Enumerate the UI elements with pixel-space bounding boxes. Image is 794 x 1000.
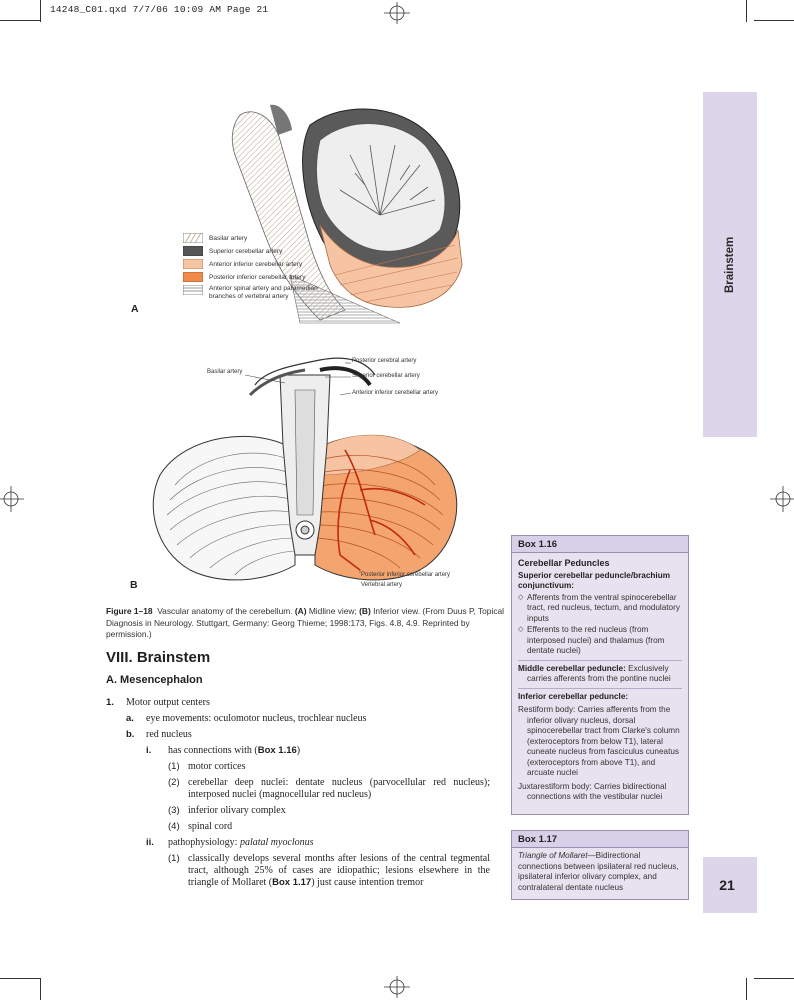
- registration-mark-right: [770, 486, 794, 512]
- outline-marker: ii.: [146, 837, 154, 848]
- crop-mark: [746, 0, 747, 22]
- caption-a-text: Midline view;: [308, 606, 357, 616]
- box-1-17: [511, 830, 689, 900]
- callout-posterior-cerebral-artery: Posterior cerebral artery: [352, 358, 417, 364]
- box-body: [512, 848, 688, 896]
- list-item: [168, 853, 490, 889]
- box-divider: [518, 688, 682, 689]
- outline-item-1: [106, 697, 210, 708]
- box-paragraph: Juxtarestiform body: Carries bidirectional connections with the vestibular nuclei: [518, 781, 667, 801]
- list-text: cerebellar deep nuclei: dentate nucleus (parvocellular red nucleus); interposed nuclei (magnocellular red nucleus): [188, 777, 490, 800]
- crop-mark: [0, 20, 40, 21]
- section-heading: VIII. Brainstem: [106, 649, 211, 666]
- side-tab-label: Brainstem: [724, 236, 736, 293]
- list-text: motor cortices: [188, 761, 246, 772]
- outline-item-1b: [126, 729, 192, 740]
- box-heading: Box 1.17: [512, 831, 688, 848]
- box-body: [512, 553, 688, 809]
- outline-text: pathophysiology:: [168, 837, 240, 848]
- outline-text: eye movements: oculomotor nucleus, trochlear nucleus: [146, 713, 367, 724]
- list-marker: (2): [168, 777, 180, 788]
- registration-mark-top: [384, 2, 410, 24]
- callout-pica: Posterior inferior cerebellar artery: [361, 572, 451, 578]
- outline-text: red nucleus: [146, 729, 192, 740]
- list-text: inferior olivary complex: [188, 805, 286, 816]
- legend-label: Posterior inferior cerebellar artery: [209, 273, 306, 281]
- subsection-heading: A. Mesencephalon: [106, 674, 203, 686]
- legend-swatch-pica: [183, 272, 203, 282]
- legend-label: Anterior inferior cerebellar artery: [209, 260, 303, 268]
- list-item: [168, 777, 490, 801]
- list-marker: (3): [168, 805, 180, 816]
- legend-label: Superior cerebellar artery: [209, 247, 283, 255]
- outline-text: ): [296, 745, 301, 756]
- legend-swatch-aica: [183, 259, 203, 269]
- outline-item-1b-i: [146, 745, 300, 756]
- box-title: Cerebellar Peduncles: [518, 558, 610, 568]
- panel-b-label: B: [130, 579, 138, 591]
- outline-list-i: [168, 761, 490, 833]
- legend-item: [183, 285, 329, 301]
- outline-marker: 1.: [106, 697, 114, 708]
- outline-item-1b-ii: [146, 837, 314, 848]
- caption-text: Vascular anatomy of the cerebellum.: [157, 606, 293, 616]
- registration-mark-left: [0, 486, 24, 512]
- page-number: 21: [719, 877, 735, 893]
- box-divider: [518, 660, 682, 661]
- list-item: [168, 805, 490, 817]
- callout-basilar-artery: Basilar artery: [207, 369, 243, 375]
- registration-mark-bottom: [384, 976, 410, 998]
- caption-figure-number: Figure 1–18: [106, 606, 153, 616]
- list-item: [168, 821, 490, 833]
- box-subhead: Superior cerebellar peduncle/brachium conjunctivum:: [518, 570, 670, 590]
- outline-marker: a.: [126, 713, 134, 724]
- outline-item-1a: [126, 713, 367, 724]
- list-text-part: classically develops several months after lesions of the central tegmental tract, although 25% of cases are idiopathic; lesions elsewhere in the triangle of Mollaret (: [188, 853, 490, 888]
- figure-a-legend: [183, 233, 329, 301]
- box-bullet: ◇ Efferents to the red nucleus (from interposed nuclei) and thalamus (from dentate nuclei): [518, 625, 682, 657]
- box-reference-link[interactable]: Box 1.16: [257, 745, 297, 756]
- list-text: [188, 853, 490, 889]
- panel-a-label: A: [131, 303, 139, 315]
- legend-item: [183, 259, 329, 269]
- legend-swatch-sca: [183, 246, 203, 256]
- legend-swatch-anterior-spinal: [183, 285, 203, 295]
- caption-b-marker: (B): [359, 606, 371, 616]
- list-marker: (1): [168, 761, 180, 772]
- outline-marker: b.: [126, 729, 135, 740]
- legend-swatch-basilar: [183, 233, 203, 243]
- box-subhead: Middle cerebellar peduncle:: [518, 663, 626, 673]
- list-text: spinal cord: [188, 821, 233, 832]
- crop-mark: [754, 20, 794, 21]
- box-paragraph: Restiform body: Carries afferents from the inferior olivary nucleus, dorsal spinocerebellar tract from Clarke's column (exteroceptors from below T1), lateral cuneate nucleus from fasciculus cuneatus (exteroceptors from above T1), and arcuate nuclei: [518, 705, 680, 777]
- legend-item: [183, 233, 329, 243]
- crop-mark: [40, 978, 41, 1000]
- list-item: [168, 761, 490, 773]
- callout-vertebral-artery: Vertebral artery: [361, 582, 403, 588]
- outline-marker: i.: [146, 745, 152, 756]
- caption-b-text: Inferior view. (From Duus P, Topical Diagnosis in Neurology. Stuttgart, Germany: Georg Thieme; 1998:173, Figs. 4.8, 4.9. Reprinted by permission.): [106, 606, 505, 639]
- legend-item: [183, 246, 329, 256]
- crop-mark: [40, 0, 41, 22]
- box-text: Exclusively carries afferents from the pontine nuclei: [527, 663, 671, 683]
- box-bullet: ◇ Afferents from the ventral spinocerebellar tract, red nucleus, tectum, and modulatory inputs: [518, 593, 682, 625]
- outline-text: has connections with (: [168, 745, 258, 756]
- crop-mark: [0, 978, 40, 979]
- caption-a-marker: (A): [294, 606, 307, 616]
- outline-italic-term: palatal myoclonus: [239, 837, 314, 848]
- box-paragraph: [518, 664, 682, 685]
- outline-text: Motor output centers: [126, 697, 210, 708]
- list-text-part: ) just cause intention tremor: [311, 877, 424, 888]
- legend-label: Basilar artery: [209, 234, 248, 242]
- print-slug: 14248_C01.qxd 7/7/06 10:09 AM Page 21: [50, 4, 269, 15]
- figure-caption: [106, 606, 506, 641]
- page-number-tab: [703, 857, 757, 913]
- callout-aica: Anterior inferior cerebellar artery: [352, 390, 439, 396]
- chapter-side-tab: [703, 92, 757, 437]
- callout-superior-cerebellar-artery: Superior cerebellar artery: [352, 373, 420, 379]
- legend-item: [183, 272, 329, 282]
- list-marker: (4): [168, 821, 180, 832]
- box-text: —Bidirectional connections between ipsilateral red nucleus, ipsilateral inferior olivary complex, and contralateral dentate nucleus: [518, 851, 679, 892]
- box-1-16: [511, 535, 689, 815]
- list-marker: (1): [168, 853, 180, 864]
- outline-list-ii: [168, 853, 490, 889]
- crop-mark: [746, 978, 747, 1000]
- box-italic-term: Triangle of Mollaret: [518, 851, 588, 860]
- box-subhead: Inferior cerebellar peduncle:: [518, 691, 629, 701]
- box-reference-link[interactable]: Box 1.17: [272, 877, 312, 888]
- crop-mark: [754, 978, 794, 979]
- box-heading: Box 1.16: [512, 536, 688, 553]
- legend-label: Anterior spinal artery and paramedian branches of vertebral artery: [209, 285, 318, 300]
